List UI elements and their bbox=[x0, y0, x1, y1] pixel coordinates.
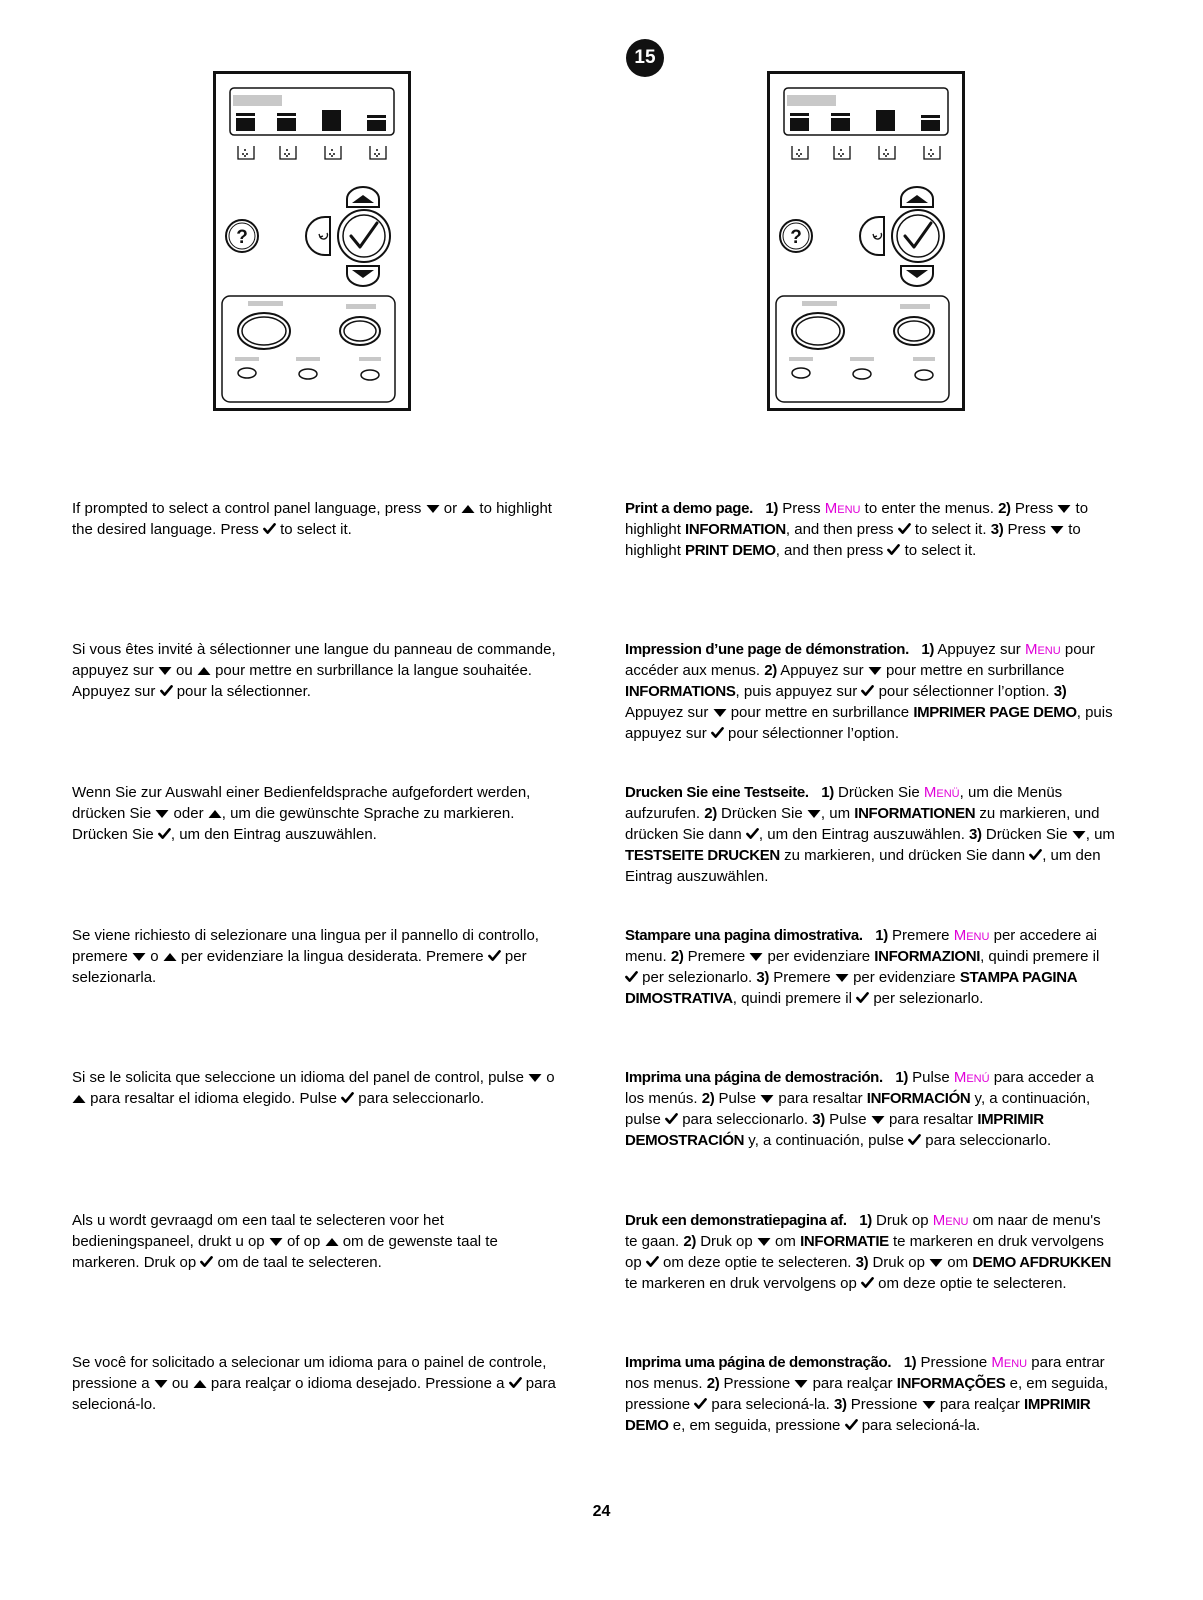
down-arrow-icon bbox=[760, 1094, 774, 1104]
language-instruction-en bbox=[72, 498, 562, 540]
down-arrow-icon bbox=[158, 666, 172, 676]
menu-item-information: INFORMAÇÕES bbox=[896, 1375, 1006, 1392]
demo-page-instruction-it bbox=[625, 925, 1115, 1009]
language-instruction-nl bbox=[72, 1210, 562, 1273]
down-arrow-icon bbox=[1057, 504, 1071, 514]
language-instruction-text: Als u wordt gevraagd om een taal te selecteren voor het bedieningspaneel, drukt u op of op om de gewenste taal te markeren. Druk op om de taal te selecteren. bbox=[72, 1212, 498, 1271]
instruction-title: Impression d’une page de démonstration. bbox=[625, 641, 909, 658]
checkmark-icon bbox=[845, 1418, 858, 1431]
down-arrow-icon bbox=[868, 666, 882, 676]
language-instruction-text: Si se le solicita que seleccione un idioma del panel de control, pulse o para resaltar el idioma elegido. Pulse para seleccionarlo. bbox=[72, 1069, 555, 1107]
menu-key-label: Menu bbox=[953, 927, 990, 944]
down-arrow-icon bbox=[528, 1073, 542, 1083]
demo-page-instruction-nl bbox=[625, 1210, 1115, 1294]
down-arrow-icon bbox=[757, 1237, 771, 1247]
instruction-title: Drucken Sie eine Testseite. bbox=[625, 784, 809, 801]
menu-key-label: Menu bbox=[932, 1212, 969, 1229]
checkmark-icon bbox=[646, 1255, 659, 1268]
demo-page-instruction-text: Druk een demonstratiepagina af. 1) Druk op Menu om naar de menu's te gaan. 2) Druk op om INFORMATIE te markeren en druk vervolgens op om deze optie te selecteren. 3) Druk op om DEMO AFDRUKKEN te markeren en druk vervolgens op om deze optie te selecteren. bbox=[625, 1212, 1112, 1292]
up-arrow-icon bbox=[193, 1379, 207, 1389]
demo-page-instruction-en bbox=[625, 498, 1115, 561]
demo-page-instruction-text: Impression d’une page de démonstration. 1) Appuyez sur Menu pour accéder aux menus. 2) Appuyez sur pour mettre en surbrillance INFORMATIONS, puis appuyez sur pour sélectionner l’option. 3) Appuyez sur pour mettre en surbrillance IMPRIMER PAGE DEMO, puis appuyez sur pour sélectionner l’option. bbox=[625, 641, 1113, 742]
checkmark-icon bbox=[488, 949, 501, 962]
demo-page-instruction-es bbox=[625, 1067, 1115, 1151]
checkmark-icon bbox=[856, 991, 869, 1004]
instruction-title: Imprima una página de demostración. bbox=[625, 1069, 883, 1086]
menu-item-print-demo: STAMPA PAGINA DIMOSTRATIVA bbox=[625, 969, 1077, 1007]
checkmark-icon bbox=[263, 522, 276, 535]
checkmark-icon bbox=[908, 1133, 921, 1146]
menu-item-information: INFORMAZIONI bbox=[874, 948, 981, 965]
checkmark-icon bbox=[861, 684, 874, 697]
checkmark-icon bbox=[509, 1376, 522, 1389]
language-instruction-text: Si vous êtes invité à sélectionner une langue du panneau de commande, appuyez sur ou pour mettre en surbrillance la langue souhaitée. Appuyez sur pour la sélectionner. bbox=[72, 641, 556, 700]
control-panel-illustration-right bbox=[767, 71, 965, 411]
up-arrow-icon bbox=[163, 952, 177, 962]
checkmark-icon bbox=[625, 970, 638, 983]
up-arrow-icon bbox=[197, 666, 211, 676]
checkmark-icon bbox=[200, 1255, 213, 1268]
demo-page-instruction-text: Drucken Sie eine Testseite. 1) Drücken Sie Menü, um die Menüs aufzurufen. 2) Drücken Sie , um INFORMATIONEN zu markieren, und drücken Sie dann , um den Eintrag auszuwählen. 3) Drücken Sie , um TESTSEITE DRUCKEN zu markieren, und drücken Sie dann , um den Eintrag auszuwählen. bbox=[625, 784, 1115, 885]
down-arrow-icon bbox=[807, 809, 821, 819]
checkmark-icon bbox=[861, 1276, 874, 1289]
checkmark-icon bbox=[665, 1112, 678, 1125]
up-arrow-icon bbox=[72, 1094, 86, 1104]
instruction-title: Imprima uma página de demonstração. bbox=[625, 1354, 892, 1371]
menu-item-print-demo: IMPRIMER PAGE DEMO bbox=[913, 704, 1077, 721]
menu-item-information: INFORMATION bbox=[685, 521, 786, 538]
checkmark-icon bbox=[160, 684, 173, 697]
down-arrow-icon bbox=[922, 1400, 936, 1410]
demo-page-instruction-pt bbox=[625, 1352, 1115, 1436]
up-arrow-icon bbox=[461, 504, 475, 514]
down-arrow-icon bbox=[1072, 830, 1086, 840]
page-number: 24 bbox=[592, 1503, 611, 1520]
menu-item-information: INFORMACIÓN bbox=[866, 1090, 971, 1107]
down-arrow-icon bbox=[269, 1237, 283, 1247]
down-arrow-icon bbox=[155, 809, 169, 819]
language-instruction-pt bbox=[72, 1352, 562, 1415]
demo-page-instruction-de bbox=[625, 782, 1115, 887]
menu-key-label: Menú bbox=[953, 1069, 990, 1086]
down-arrow-icon bbox=[929, 1258, 943, 1268]
checkmark-icon bbox=[158, 827, 171, 840]
down-arrow-icon bbox=[1050, 525, 1064, 535]
language-instruction-text: Wenn Sie zur Auswahl einer Bedienfeldsprache aufgefordert werden, drücken Sie oder , um die gewünschte Sprache zu markieren. Drücken Sie , um den Eintrag auszuwählen. bbox=[72, 784, 531, 843]
menu-item-print-demo: IMPRIMIR DEMOSTRACIÓN bbox=[625, 1111, 1044, 1149]
menu-item-print-demo: PRINT DEMO bbox=[685, 542, 776, 559]
menu-key-label: Menu bbox=[824, 500, 861, 517]
checkmark-icon bbox=[694, 1397, 707, 1410]
menu-item-print-demo: DEMO AFDRUKKEN bbox=[972, 1254, 1112, 1271]
demo-page-instruction-text: Stampare una pagina dimostrativa. 1) Premere Menu per accedere ai menu. 2) Premere per evidenziare INFORMAZIONI, quindi premere il per selezionarlo. 3) Premere per evidenziare STAMPA PAGINA DIMOSTRATIVA, quindi premere il per selezionarlo. bbox=[625, 927, 1100, 1007]
language-instruction-text: If prompted to select a control panel language, press or to highlight the desired language. Press to select it. bbox=[72, 500, 552, 538]
menu-key-label: Menu bbox=[991, 1354, 1028, 1371]
checkmark-icon bbox=[746, 827, 759, 840]
language-instruction-text: Se você for solicitado a selecionar um idioma para o painel de controle, pressione a ou para realçar o idioma desejado. Pressione a para selecioná-lo. bbox=[72, 1354, 556, 1413]
menu-item-print-demo: IMPRIMIR DEMO bbox=[625, 1396, 1091, 1434]
down-arrow-icon bbox=[794, 1379, 808, 1389]
demo-page-instruction-text: Imprima una página de demostración. 1) Pulse Menú para acceder a los menús. 2) Pulse para resaltar INFORMACIÓN y, a continuación, pulse para seleccionarlo. 3) Pulse para resaltar IMPRIMIR DEMOSTRACIÓN y, a continuación, pulse para seleccionarlo. bbox=[625, 1069, 1094, 1149]
menu-item-print-demo: TESTSEITE DRUCKEN bbox=[625, 847, 780, 864]
checkmark-icon bbox=[887, 543, 900, 556]
up-arrow-icon bbox=[325, 1237, 339, 1247]
down-arrow-icon bbox=[132, 952, 146, 962]
menu-item-information: INFORMATIONS bbox=[625, 683, 736, 700]
language-instruction-fr bbox=[72, 639, 562, 702]
instruction-title: Druk een demonstratiepagina af. bbox=[625, 1212, 847, 1229]
language-instruction-de bbox=[72, 782, 562, 845]
checkmark-icon bbox=[711, 726, 724, 739]
demo-page-instruction-text: Imprima uma página de demonstração. 1) Pressione Menu para entrar nos menus. 2) Pressione para realçar INFORMAÇÕES e, em seguida, pressione para selecioná-la. 3) Pressione para realçar IMPRIMIR DEMO e, em seguida, pressione para selecioná-la. bbox=[625, 1354, 1108, 1434]
menu-key-label: Menü bbox=[923, 784, 960, 801]
down-arrow-icon bbox=[749, 952, 763, 962]
instruction-title: Stampare una pagina dimostrativa. bbox=[625, 927, 863, 944]
down-arrow-icon bbox=[835, 973, 849, 983]
menu-item-information: INFORMATIE bbox=[800, 1233, 889, 1250]
up-arrow-icon bbox=[208, 809, 222, 819]
down-arrow-icon bbox=[426, 504, 440, 514]
instruction-title: Print a demo page. bbox=[625, 500, 753, 517]
down-arrow-icon bbox=[713, 708, 727, 718]
checkmark-icon bbox=[1029, 848, 1042, 861]
down-arrow-icon bbox=[154, 1379, 168, 1389]
language-instruction-text: Se viene richiesto di selezionare una lingua per il pannello di controllo, premere o per evidenziare la lingua desiderata. Premere per selezionarla. bbox=[72, 927, 539, 986]
menu-key-label: Menu bbox=[1024, 641, 1061, 658]
language-instruction-es bbox=[72, 1067, 562, 1109]
demo-page-instruction-text: Print a demo page. 1) Press Menu to enter the menus. 2) Press to highlight INFORMATION, and then press to select it. 3) Press to highlight PRINT DEMO, and then press to select it. bbox=[625, 500, 1089, 559]
demo-page-instruction-fr bbox=[625, 639, 1115, 744]
checkmark-icon bbox=[341, 1091, 354, 1104]
down-arrow-icon bbox=[871, 1115, 885, 1125]
control-panel-illustration-left bbox=[213, 71, 411, 411]
step-number-badge: 15 bbox=[626, 39, 664, 77]
language-instruction-it bbox=[72, 925, 562, 988]
checkmark-icon bbox=[898, 522, 911, 535]
menu-item-information: INFORMATIONEN bbox=[854, 805, 976, 822]
